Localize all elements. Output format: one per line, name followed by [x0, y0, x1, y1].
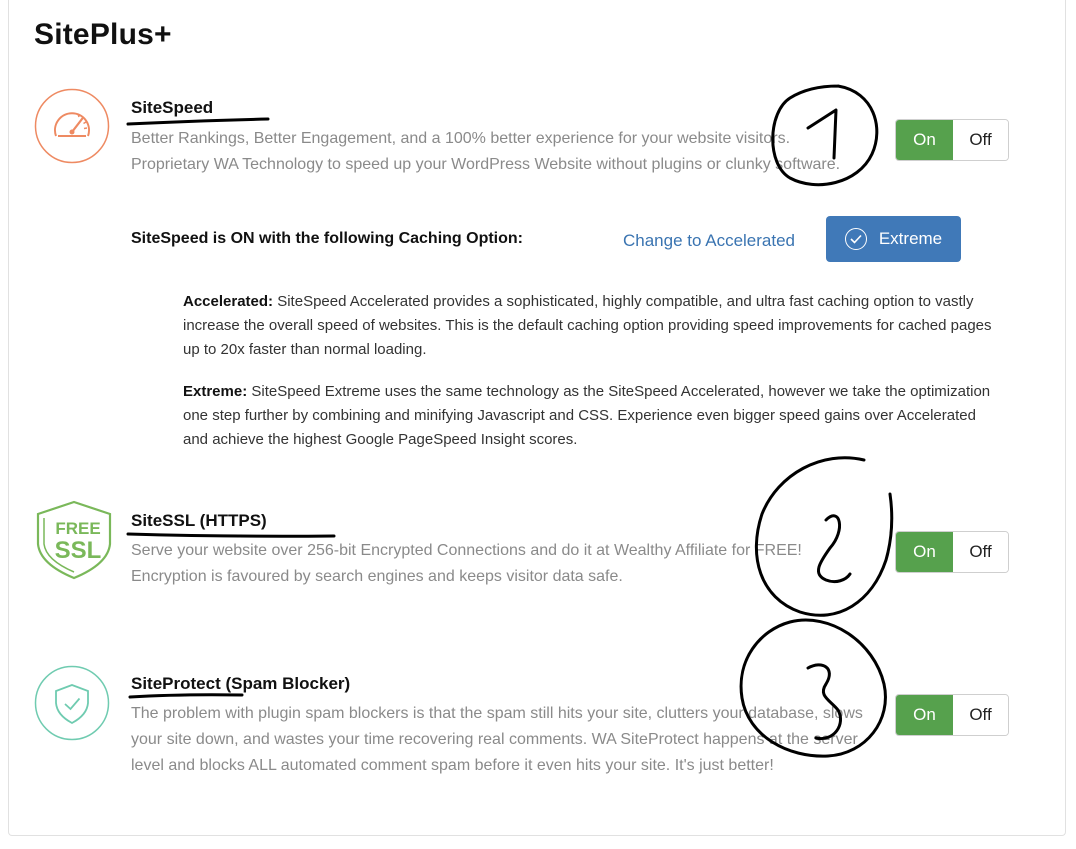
extreme-button[interactable] [826, 216, 961, 262]
change-to-accelerated-link[interactable]: Change to Accelerated [623, 231, 796, 250]
speedometer-icon [34, 88, 110, 164]
siteprotect-description: The problem with plugin spam blockers is that the spam still hits your site, clutters your database, slows your site down, and wastes your time recovering real comments. WA SiteProtect happens at the server level and blocks ALL automated comment spam before it even hits your site. It's just better! [131, 705, 863, 774]
extreme-button-label: Extreme [878, 229, 943, 248]
shield-check-icon [34, 665, 110, 741]
ssl-badge-bottom: SSL [54, 537, 102, 564]
sitespeed-toggle[interactable] [895, 119, 1009, 161]
sitespeed-title: SiteSpeed [131, 98, 214, 117]
sitessl-title: SiteSSL (HTTPS) [131, 511, 267, 530]
sitessl-toggle-off[interactable]: Off [953, 532, 1008, 572]
sitessl-toggle-on[interactable]: On [896, 532, 953, 572]
sitessl-description: Serve your website over 256-bit Encrypted Connections and do it at Wealthy Affiliate for FREE! Encryption is favoured by search engines and keeps visitor data safe. [131, 542, 802, 585]
sitespeed-description: Better Rankings, Better Engagement, and a 100% better experience for your website visitors. Proprietary WA Technology to speed up your WordPress Website without plugins or clunky software. [131, 130, 841, 173]
extreme-description [183, 380, 993, 452]
caching-option-label: SiteSpeed is ON with the following Caching Option: [131, 230, 523, 247]
accelerated-label: Accelerated: [183, 293, 274, 310]
ssl-shield-icon [34, 500, 114, 580]
extreme-label: Extreme: [183, 383, 248, 400]
siteprotect-title: SiteProtect (Spam Blocker) [131, 674, 351, 693]
extreme-text: SiteSpeed Extreme uses the same technology as the SiteSpeed Accelerated, however we take the optimization one step further by combining and minifying Javascript and CSS. Experience even bigger speed gains over Accelerated and achieve the highest Google PageSpeed Insight scores. [183, 383, 991, 448]
siteprotect-toggle-on[interactable]: On [896, 695, 953, 735]
sitessl-toggle[interactable] [895, 531, 1009, 573]
accelerated-text: SiteSpeed Accelerated provides a sophisticated, highly compatible, and ultra fast caching option to vastly increase the overall speed of websites. This is the default caching option providing speed improvements for cached pages up to 20x faster than normal loading. [183, 293, 992, 358]
page-title: SitePlus+ [34, 18, 172, 51]
sitespeed-toggle-off[interactable]: Off [953, 120, 1008, 160]
sitespeed-toggle-on[interactable]: On [896, 120, 953, 160]
check-circle-icon [845, 228, 867, 250]
accelerated-description [183, 290, 993, 362]
ssl-badge-top: FREE [55, 519, 101, 538]
siteprotect-toggle-off[interactable]: Off [953, 695, 1008, 735]
siteprotect-toggle[interactable] [895, 694, 1009, 736]
